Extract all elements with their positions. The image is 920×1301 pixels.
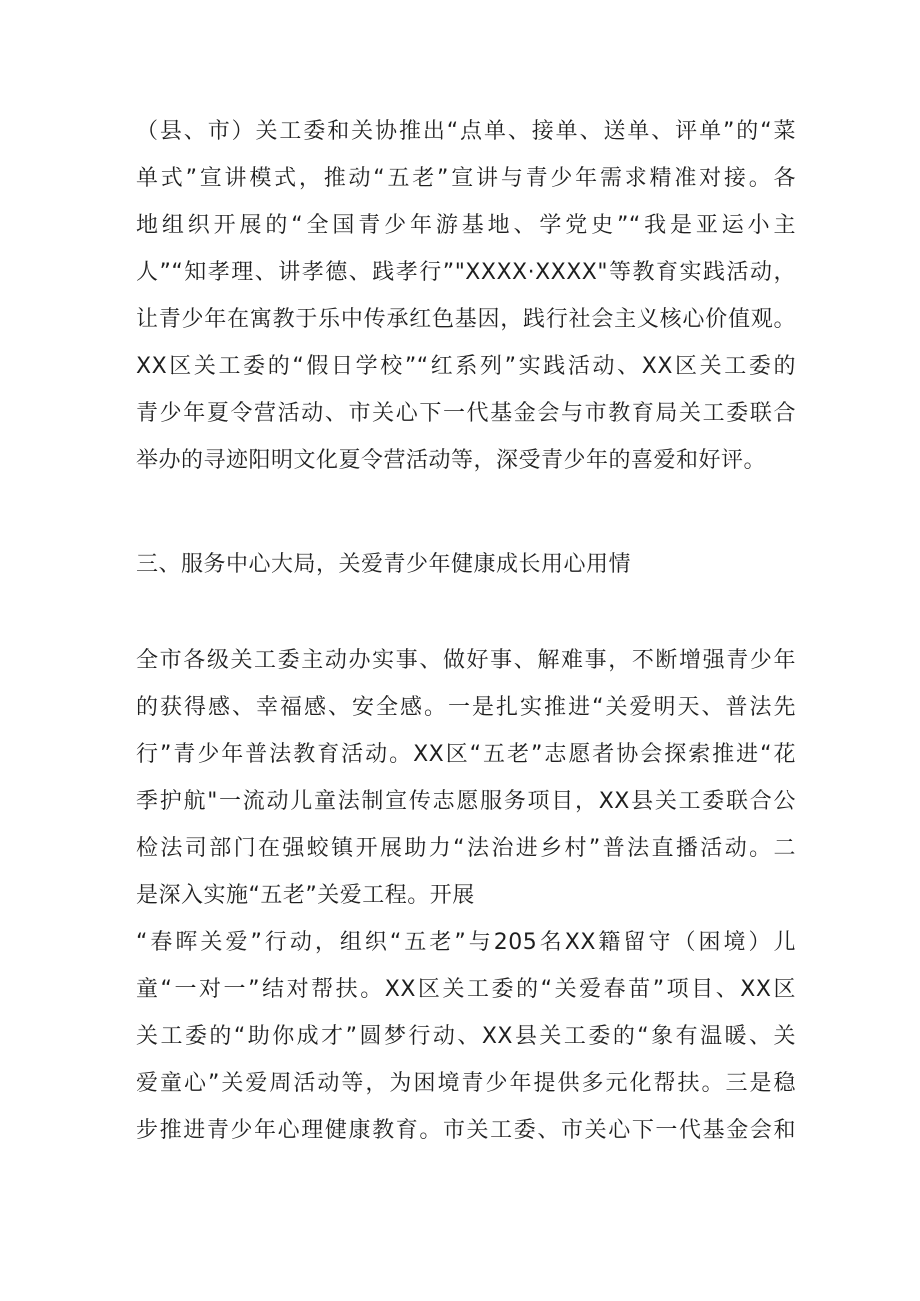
text-line: 青少年夏令营活动、市关心下一代基金会与市教育局关工委联合 bbox=[136, 401, 796, 426]
text-line: 全市各级关工委主动办实事、做好事、解难事，不断增强青少年 bbox=[136, 648, 796, 673]
text-line: 地组织开展的“全国青少年游基地、学党史”“我是亚运小主 bbox=[136, 213, 796, 238]
text-line: 让青少年在寓教于乐中传承红色基因，践行社会主义核心价值观。 bbox=[136, 307, 796, 332]
text-line: 季护航"一流动儿童法制宣传志愿服务项目，XX县关工委联合公 bbox=[136, 789, 796, 814]
section-heading-text: 三、服务中心大局，关爱青少年健康成长用心用情 bbox=[136, 552, 632, 577]
text-line: 行”青少年普法教育活动。XX区“五老”志愿者协会探索推进“花 bbox=[136, 742, 796, 767]
section-heading-3 bbox=[136, 541, 796, 588]
body-paragraph-1 bbox=[136, 108, 796, 484]
text-line: 举办的寻迹阳明文化夏令营活动等，深受青少年的喜爱和好评。 bbox=[136, 448, 767, 473]
text-line: 检法司部门在强蛟镇开展助力“法治进乡村”普法直播活动。二 bbox=[136, 836, 797, 861]
text-line: 是深入实施“五老”关爱工程。开展 bbox=[136, 883, 475, 908]
body-paragraph-2 bbox=[136, 637, 796, 1154]
text-line: 单式”宣讲模式，推动“五老”宣讲与青少年需求精准对接。各 bbox=[136, 166, 796, 191]
text-line: 童“一对一”结对帮扶。XX区关工委的“关爱春苗”项目、XX区 bbox=[136, 977, 796, 1002]
text-line: 关工委的“助你成才”圆梦行动、XX县关工委的“象有温暖、关 bbox=[136, 1024, 796, 1049]
text-line: 的获得感、幸福感、安全感。一是扎实推进“关爱明天、普法先 bbox=[136, 695, 796, 720]
text-line: 步推进青少年心理健康教育。市关工委、市关心下一代基金会和 bbox=[136, 1118, 796, 1143]
text-line: （县、市）关工委和关协推出“点单、接单、送单、评单”的“菜 bbox=[136, 119, 796, 144]
text-line: XX区关工委的“假日学校”“红系列”实践活动、XX区关工委的 bbox=[136, 354, 796, 379]
text-line: 爱童心”关爱周活动等，为困境青少年提供多元化帮扶。三是稳 bbox=[136, 1071, 796, 1096]
text-line: “春晖关爱”行动，组织“五老”与205名XX籍留守（困境）儿 bbox=[136, 930, 796, 955]
text-line: 人”“知孝理、讲孝德、践孝行”"XXXX·XXXX"等教育实践活动， bbox=[136, 260, 796, 285]
